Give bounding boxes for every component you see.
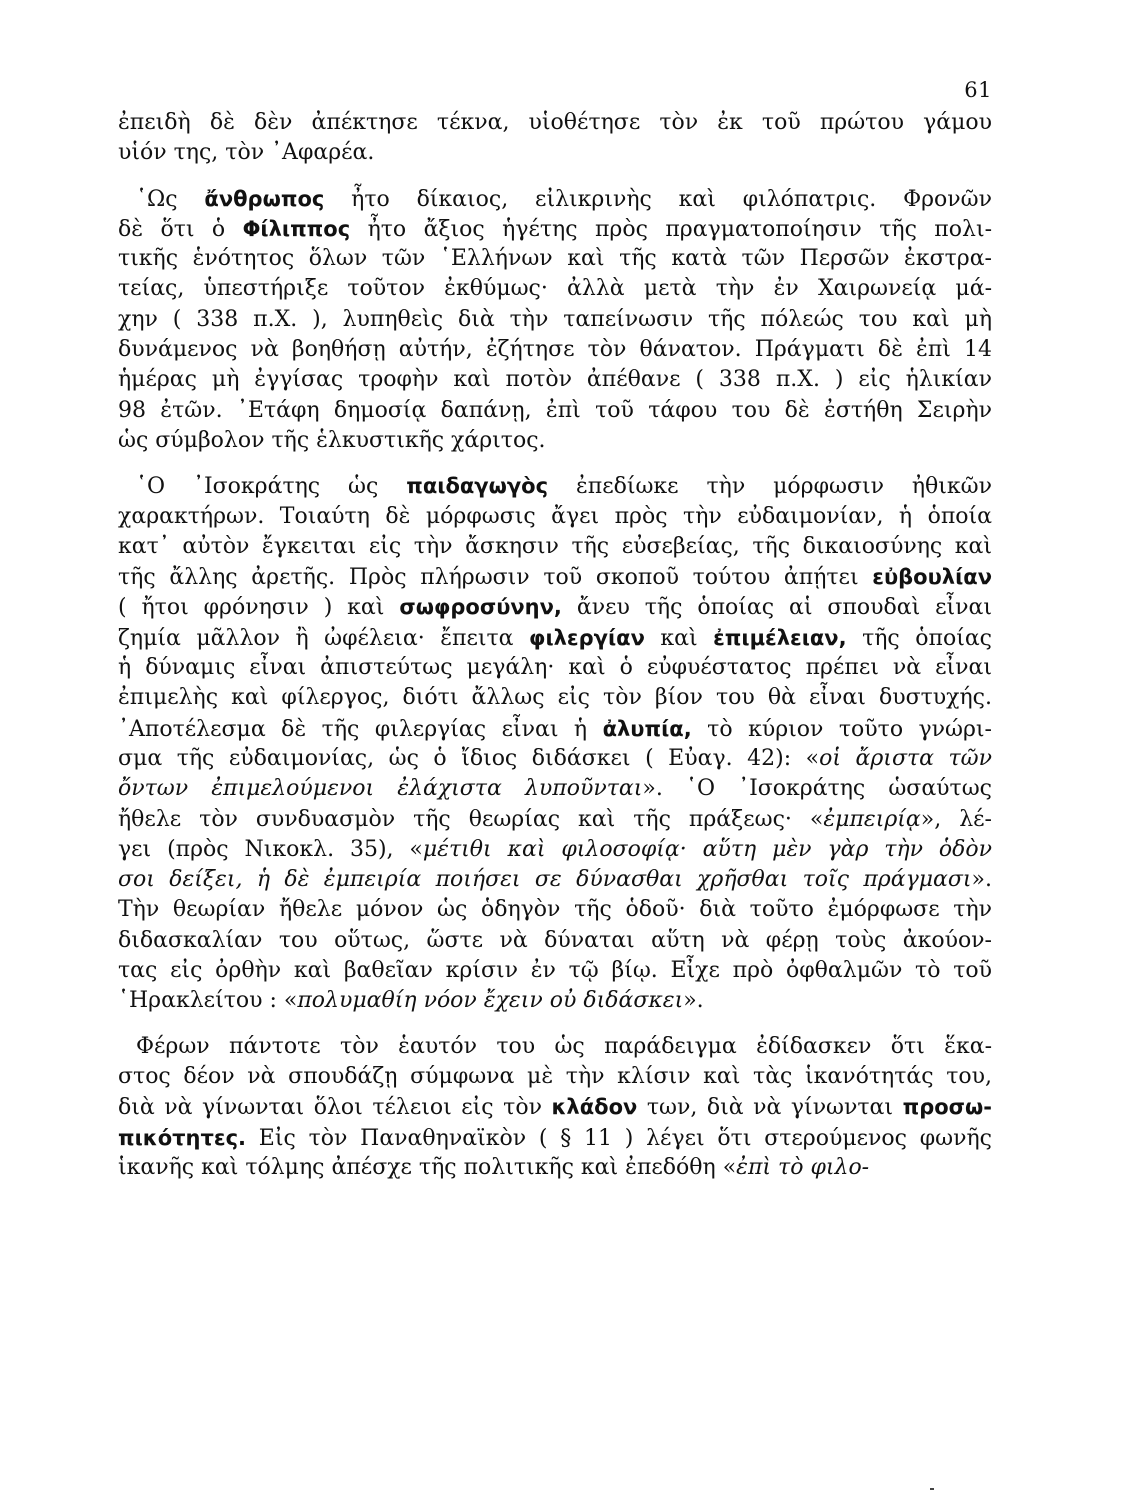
bold-term: κλάδον: [551, 1095, 638, 1120]
bold-term: σωφροσύνην,: [399, 595, 562, 620]
text-span: ἐπεδίωκε τὴν μόρφωσιν ἠθικῶν: [548, 474, 992, 500]
text-line: [118, 138, 992, 168]
text-line: [118, 396, 992, 426]
italic-quote: ὄντων ἐπιμελούμενοι ἐλάχιστα λυποῦνται: [118, 776, 643, 802]
body-text: [118, 108, 992, 1183]
paragraph-gap: [118, 456, 992, 471]
text-span: κατ᾿ αὐτὸν ἔγκειται εἰς τὴν ἄσκησιν τῆς εὐσεβείας, τῆς δικαιοσύνης καὶ: [118, 533, 992, 559]
bold-term: ἀλυπία,: [602, 716, 692, 741]
bold-term: παιδαγωγὸς: [406, 474, 549, 499]
text-span: ἡμέρας μὴ ἐγγίσας τροφὴν καὶ ποτὸν ἀπέθανε ( 338 π.Χ. ) εἰς ἡλικίαν: [118, 367, 992, 393]
bold-term: προσω-: [902, 1095, 992, 1120]
text-line: [118, 805, 992, 835]
text-line: [118, 1032, 992, 1062]
text-span: τὸ κύριον τοῦτο γνώρι-: [691, 716, 992, 742]
text-span: τείας, ὑπεστήριξε τοῦτον ἐκθύμως· ἀλλὰ μετὰ τὴν ἐν Χαιρωνείᾳ μά-: [118, 276, 992, 302]
bold-term: φιλεργίαν: [529, 625, 645, 650]
text-line: [118, 653, 992, 683]
italic-quote: σοι δείξει, ἡ δὲ ἐμπειρία ποιήσει σε δύνασθαι χρῆσθαι τοῖς πράγμασι: [118, 867, 972, 893]
bold-term: Φίλιππος: [242, 216, 351, 241]
text-span: των, διὰ νὰ γίνωνται: [637, 1095, 903, 1121]
text-span: ἡ δύναμις εἶναι ἀπιστεύτως μεγάλη· καὶ ὁ εὐφυέστατος πρέπει νὰ εἶναι: [118, 655, 992, 681]
text-line: [118, 426, 992, 456]
text-span: διὰ νὰ γίνωνται ὅλοι τέλειοι εἰς τὸν: [118, 1095, 552, 1121]
text-line: [118, 592, 992, 622]
text-span: δυνάμενος νὰ βοηθήσῃ αὐτήν, ἐζήτησε τὸν θάνατον. Πράγματι δὲ ἐπὶ 14: [118, 337, 992, 363]
text-span: Τὴν θεωρίαν ἤθελε μόνον ὡς ὁδηγὸν τῆς ὁδοῦ· διὰ τοῦτο ἐμόρφωσε τὴν: [118, 897, 992, 923]
text-span: Εἰς τὸν Παναθηναϊκὸν ( § 11 ) λέγει ὅτι στερούμενος φωνῆς: [246, 1125, 992, 1151]
bold-term: ἄνθρωπος: [204, 186, 325, 211]
paragraph: [118, 108, 992, 169]
text-span: Φέρων πάντοτε τὸν ἑαυτόν του ὡς παράδειγμα ἐδίδασκεν ὅτι ἕκα-: [136, 1033, 992, 1059]
text-span: ἄνευ τῆς ὁποίας αἱ σπουδαὶ εἶναι: [561, 595, 992, 621]
text-span: τικῆς ἑνότητος ὅλων τῶν ῾Ελλήνων καὶ τῆς κατὰ τῶν Περσῶν ἐκστρα-: [118, 246, 992, 272]
bold-term: εὐβουλίαν: [872, 565, 992, 590]
text-line: [118, 365, 992, 395]
text-span: ἦτο δίκαιος, εἰλικρινὴς καὶ φιλόπατρις. Φρονῶν: [324, 186, 992, 212]
text-line: [118, 335, 992, 365]
italic-quote: ἐπὶ τὸ φιλο-: [736, 1154, 870, 1180]
text-span: ᾿Αποτέλεσμα δὲ τῆς φιλεργίας εἶναι ἡ: [118, 716, 603, 742]
text-span: », λέ-: [920, 806, 992, 832]
text-line: [118, 471, 992, 501]
bold-term: ἐπιμέλειαν,: [713, 625, 847, 650]
page-number: 61: [964, 78, 992, 102]
print-mark: [930, 1488, 934, 1490]
text-span: χην ( 338 π.Χ. ), λυπηθεὶς διὰ τὴν ταπείνωσιν τῆς πόλεώς του καὶ μὴ: [118, 306, 992, 332]
text-span: σμα τῆς εὐδαιμονίας, ὡς ὁ ἴδιος διδάσκει ( Εὐαγ. 42): «: [118, 745, 820, 771]
text-line: [118, 274, 992, 304]
text-span: ῾Ο ᾿Ισοκράτης ὡς: [136, 474, 407, 500]
text-span: ».: [971, 867, 992, 893]
text-span: ἦτο ἄξιος ἡγέτης πρὸς πραγματοποίησιν τῆς πολι-: [350, 216, 992, 242]
text-span: υἱόν της, τὸν ᾿Αφαρέα.: [118, 140, 375, 166]
text-span: διδασκαλίαν του οὕτως, ὥστε νὰ δύναται αὕτη νὰ φέρῃ τοὺς ἀκούον-: [118, 927, 992, 953]
text-span: τῆς ἄλλης ἀρετῆς. Πρὸς πλήρωσιν τοῦ σκοποῦ τούτου ἀπῄτει: [118, 565, 873, 591]
text-line: [118, 835, 992, 865]
text-line: [118, 714, 992, 744]
text-line: [118, 184, 992, 214]
text-line: [118, 744, 992, 774]
text-line: [118, 1062, 992, 1092]
paragraph: [118, 184, 992, 457]
text-line: [118, 956, 992, 986]
text-line: [118, 774, 992, 804]
text-span: ἐπειδὴ δὲ δὲν ἀπέκτησε τέκνα, υἱοθέτησε τὸν ἐκ τοῦ πρώτου γάμου: [118, 110, 992, 135]
text-span: τῆς ὁποίας: [846, 625, 992, 651]
text-line: [118, 1123, 992, 1153]
paragraph-gap: [118, 1017, 992, 1032]
text-line: [118, 562, 992, 592]
text-span: ζημία μᾶλλον ἢ ὠφέλεια· ἔπειτα: [118, 625, 530, 651]
text-span: ».: [683, 988, 704, 1014]
text-line: [118, 865, 992, 895]
italic-quote: οἱ ἄριστα τῶν: [819, 745, 992, 771]
text-span: στος δέον νὰ σπουδάζῃ σύμφωνα μὲ τὴν κλίσιν καὶ τὰς ἱκανότητάς του,: [118, 1063, 992, 1089]
text-line: [118, 1153, 992, 1183]
text-line: [118, 895, 992, 925]
text-line: [118, 502, 992, 532]
text-line: [118, 623, 992, 653]
italic-quote: πολυμαθίη νόον ἔχειν οὐ διδάσκει: [297, 988, 684, 1014]
text-span: χαρακτήρων. Τοιαύτη δὲ μόρφωσις ἄγει πρὸς τὴν εὐδαιμονίαν, ἡ ὁποία: [118, 503, 992, 529]
text-line: [118, 244, 992, 274]
italic-quote: ἐμπειρίᾳ: [823, 806, 921, 832]
text-span: ( ἤτοι φρόνησιν ) καὶ: [118, 595, 400, 621]
text-span: τας εἰς ὀρθὴν καὶ βαθεῖαν κρίσιν ἐν τῷ βίῳ. Εἶχε πρὸ ὀφθαλμῶν τὸ τοῦ: [118, 958, 992, 984]
text-line: [118, 108, 992, 138]
text-span: ἱκανῆς καὶ τόλμης ἀπέσχε τῆς πολιτικῆς καὶ ἐπεδόθη «: [118, 1154, 737, 1180]
text-span: γει (πρὸς Νικοκλ. 35), «: [118, 836, 423, 862]
bold-term: πικότητες.: [118, 1125, 247, 1150]
italic-quote: μέτιθι καὶ φιλοσοφίᾳ· αὕτη μὲν γὰρ τὴν ὁδὸν: [422, 836, 992, 862]
text-span: ἐπιμελὴς καὶ φίλεργος, διότι ἄλλως εἰς τὸν βίον του θὰ εἶναι δυστυχής.: [118, 685, 992, 711]
text-span: καὶ: [644, 625, 714, 651]
text-line: [118, 305, 992, 335]
paragraph-gap: [118, 169, 992, 184]
text-span: δὲ ὅτι ὁ: [118, 216, 243, 242]
paragraph: [118, 1032, 992, 1183]
text-line: [118, 926, 992, 956]
text-span: ». ῾Ο ᾿Ισοκράτης ὡσαύτως: [642, 776, 992, 802]
text-span: ὡς σύμβολον τῆς ἑλκυστικῆς χάριτος.: [118, 427, 546, 453]
text-line: [118, 986, 992, 1016]
text-span: ῾Ηρακλείτου : «: [118, 988, 298, 1014]
text-line: [118, 683, 992, 713]
text-line: [118, 532, 992, 562]
text-line: [118, 1092, 992, 1122]
text-span: 98 ἐτῶν. ᾿Ετάφη δημοσίᾳ δαπάνῃ, ἐπὶ τοῦ τάφου του δὲ ἐστήθη Σειρὴν: [118, 397, 992, 423]
text-span: ἤθελε τὸν συνδυασμὸν τῆς θεωρίας καὶ τῆς πράξεως· «: [118, 806, 824, 832]
text-line: [118, 214, 992, 244]
paragraph: [118, 471, 992, 1016]
text-span: ῾Ως: [136, 186, 205, 212]
